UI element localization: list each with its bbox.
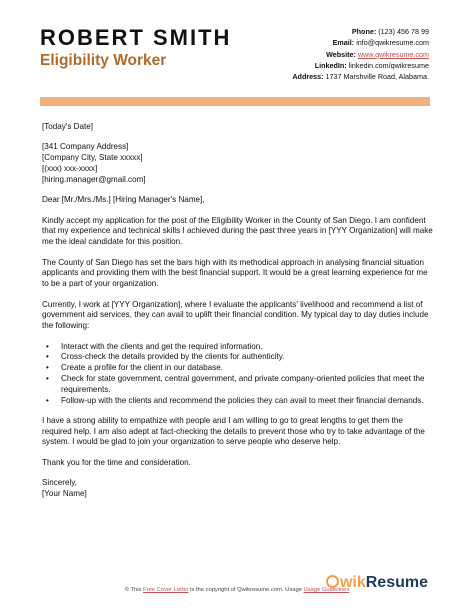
email-label: Email: — [332, 38, 355, 48]
linkedin-value: linkedin.com/qwikresume — [348, 60, 429, 70]
signature: [Your Name] — [42, 489, 87, 499]
address-line — [292, 71, 429, 82]
address-value: 1737 Marshville Road, Alabama. — [325, 72, 429, 82]
qwikresume-logo — [326, 574, 428, 592]
paragraph-current-role: Currently, I work at [YYY Organization], where I evaluate the applicants' livelihood and recommend a list of government aid services, they can avail to uplift their financial condition. My typical day to day duties include the following: — [42, 299, 429, 331]
job-title: Eligibility Worker — [40, 52, 167, 69]
company-phone: [(xxx) xxx-xxxx] — [42, 163, 98, 173]
linkedin-line — [292, 60, 429, 71]
header-divider — [40, 97, 430, 106]
salutation: Dear [Mr./Mrs./Ms.] [Hiring Manager's Name], — [42, 195, 205, 205]
q-ring-icon — [326, 575, 339, 588]
paragraph-company: The County of San Diego has set the bars high with its methodical approach in analysing financial situation applicants and providing them with the best financial support. It would be a great learning experience for me to be a part of your organization. — [42, 257, 428, 289]
logo-wik: wik — [339, 574, 366, 591]
signoff-block — [42, 478, 434, 500]
list-item: • Create a profile for the client in our database. — [42, 363, 434, 374]
footer-prefix: © This — [124, 587, 142, 593]
website-label: Website: — [326, 49, 356, 59]
paragraph-strengths: I have a strong ability to empathize with people and I am willing to go to great lengths to get them the required help. I am also adept at fact-checking the details to prevent those who try to take advantage of the system. I would be glad to join your organization to serve people who deserve help. — [42, 415, 425, 447]
duties-list — [42, 342, 434, 407]
phone-label: Phone: — [351, 27, 377, 36]
company-city: [Company City, State xxxxx] — [42, 153, 143, 163]
contact-block — [292, 26, 429, 82]
candidate-name: ROBERT SMITH — [40, 25, 232, 50]
free-cover-letter-link[interactable]: Free Cover Letter — [143, 587, 189, 593]
list-item: • Check for state government, central government, and private company-oriented policies that meet the requirements. — [42, 374, 434, 396]
footer-middle: is the copyright of Qwikresume.com. Usage — [190, 587, 302, 593]
address-label: Address: — [292, 72, 324, 82]
logo-resume: Resume — [365, 574, 428, 591]
company-address: [341 Company Address] — [42, 142, 129, 152]
list-item: • Cross-check the details provided by the clients for authenticity. — [42, 352, 434, 363]
letter-date: [Today's Date] — [42, 122, 94, 131]
letter-body — [42, 122, 434, 509]
email-line — [292, 37, 429, 48]
closing: Sincerely, — [42, 478, 77, 488]
email-value: info@qwikresume.com — [356, 38, 429, 48]
phone-line — [292, 26, 429, 37]
thanks-line: Thank you for the time and consideration. — [42, 457, 191, 467]
list-item: • Follow-up with the clients and recommend the policies they can avail to meet their financial demands. — [42, 396, 434, 407]
recipient-block — [42, 142, 434, 185]
paragraph-intro: Kindly accept my application for the post of the Eligibility Worker in the County of San Diego. I am confident that my experience and technical skills I achieved during the past three years in [YYY Organization] will make me the ideal candidate for this position. — [42, 215, 433, 247]
linkedin-label: LinkedIn: — [314, 60, 347, 70]
website-link[interactable]: www.qwikresume.com — [357, 49, 429, 59]
phone-value: (123) 456 78 99 — [378, 27, 429, 36]
list-item: • Interact with the clients and get the required information. — [42, 342, 434, 353]
usage-guidelines-link[interactable]: Usage Guidelines — [303, 587, 350, 593]
website-line — [292, 49, 429, 60]
company-email: [hiring.manager@gmail.com] — [42, 174, 146, 184]
